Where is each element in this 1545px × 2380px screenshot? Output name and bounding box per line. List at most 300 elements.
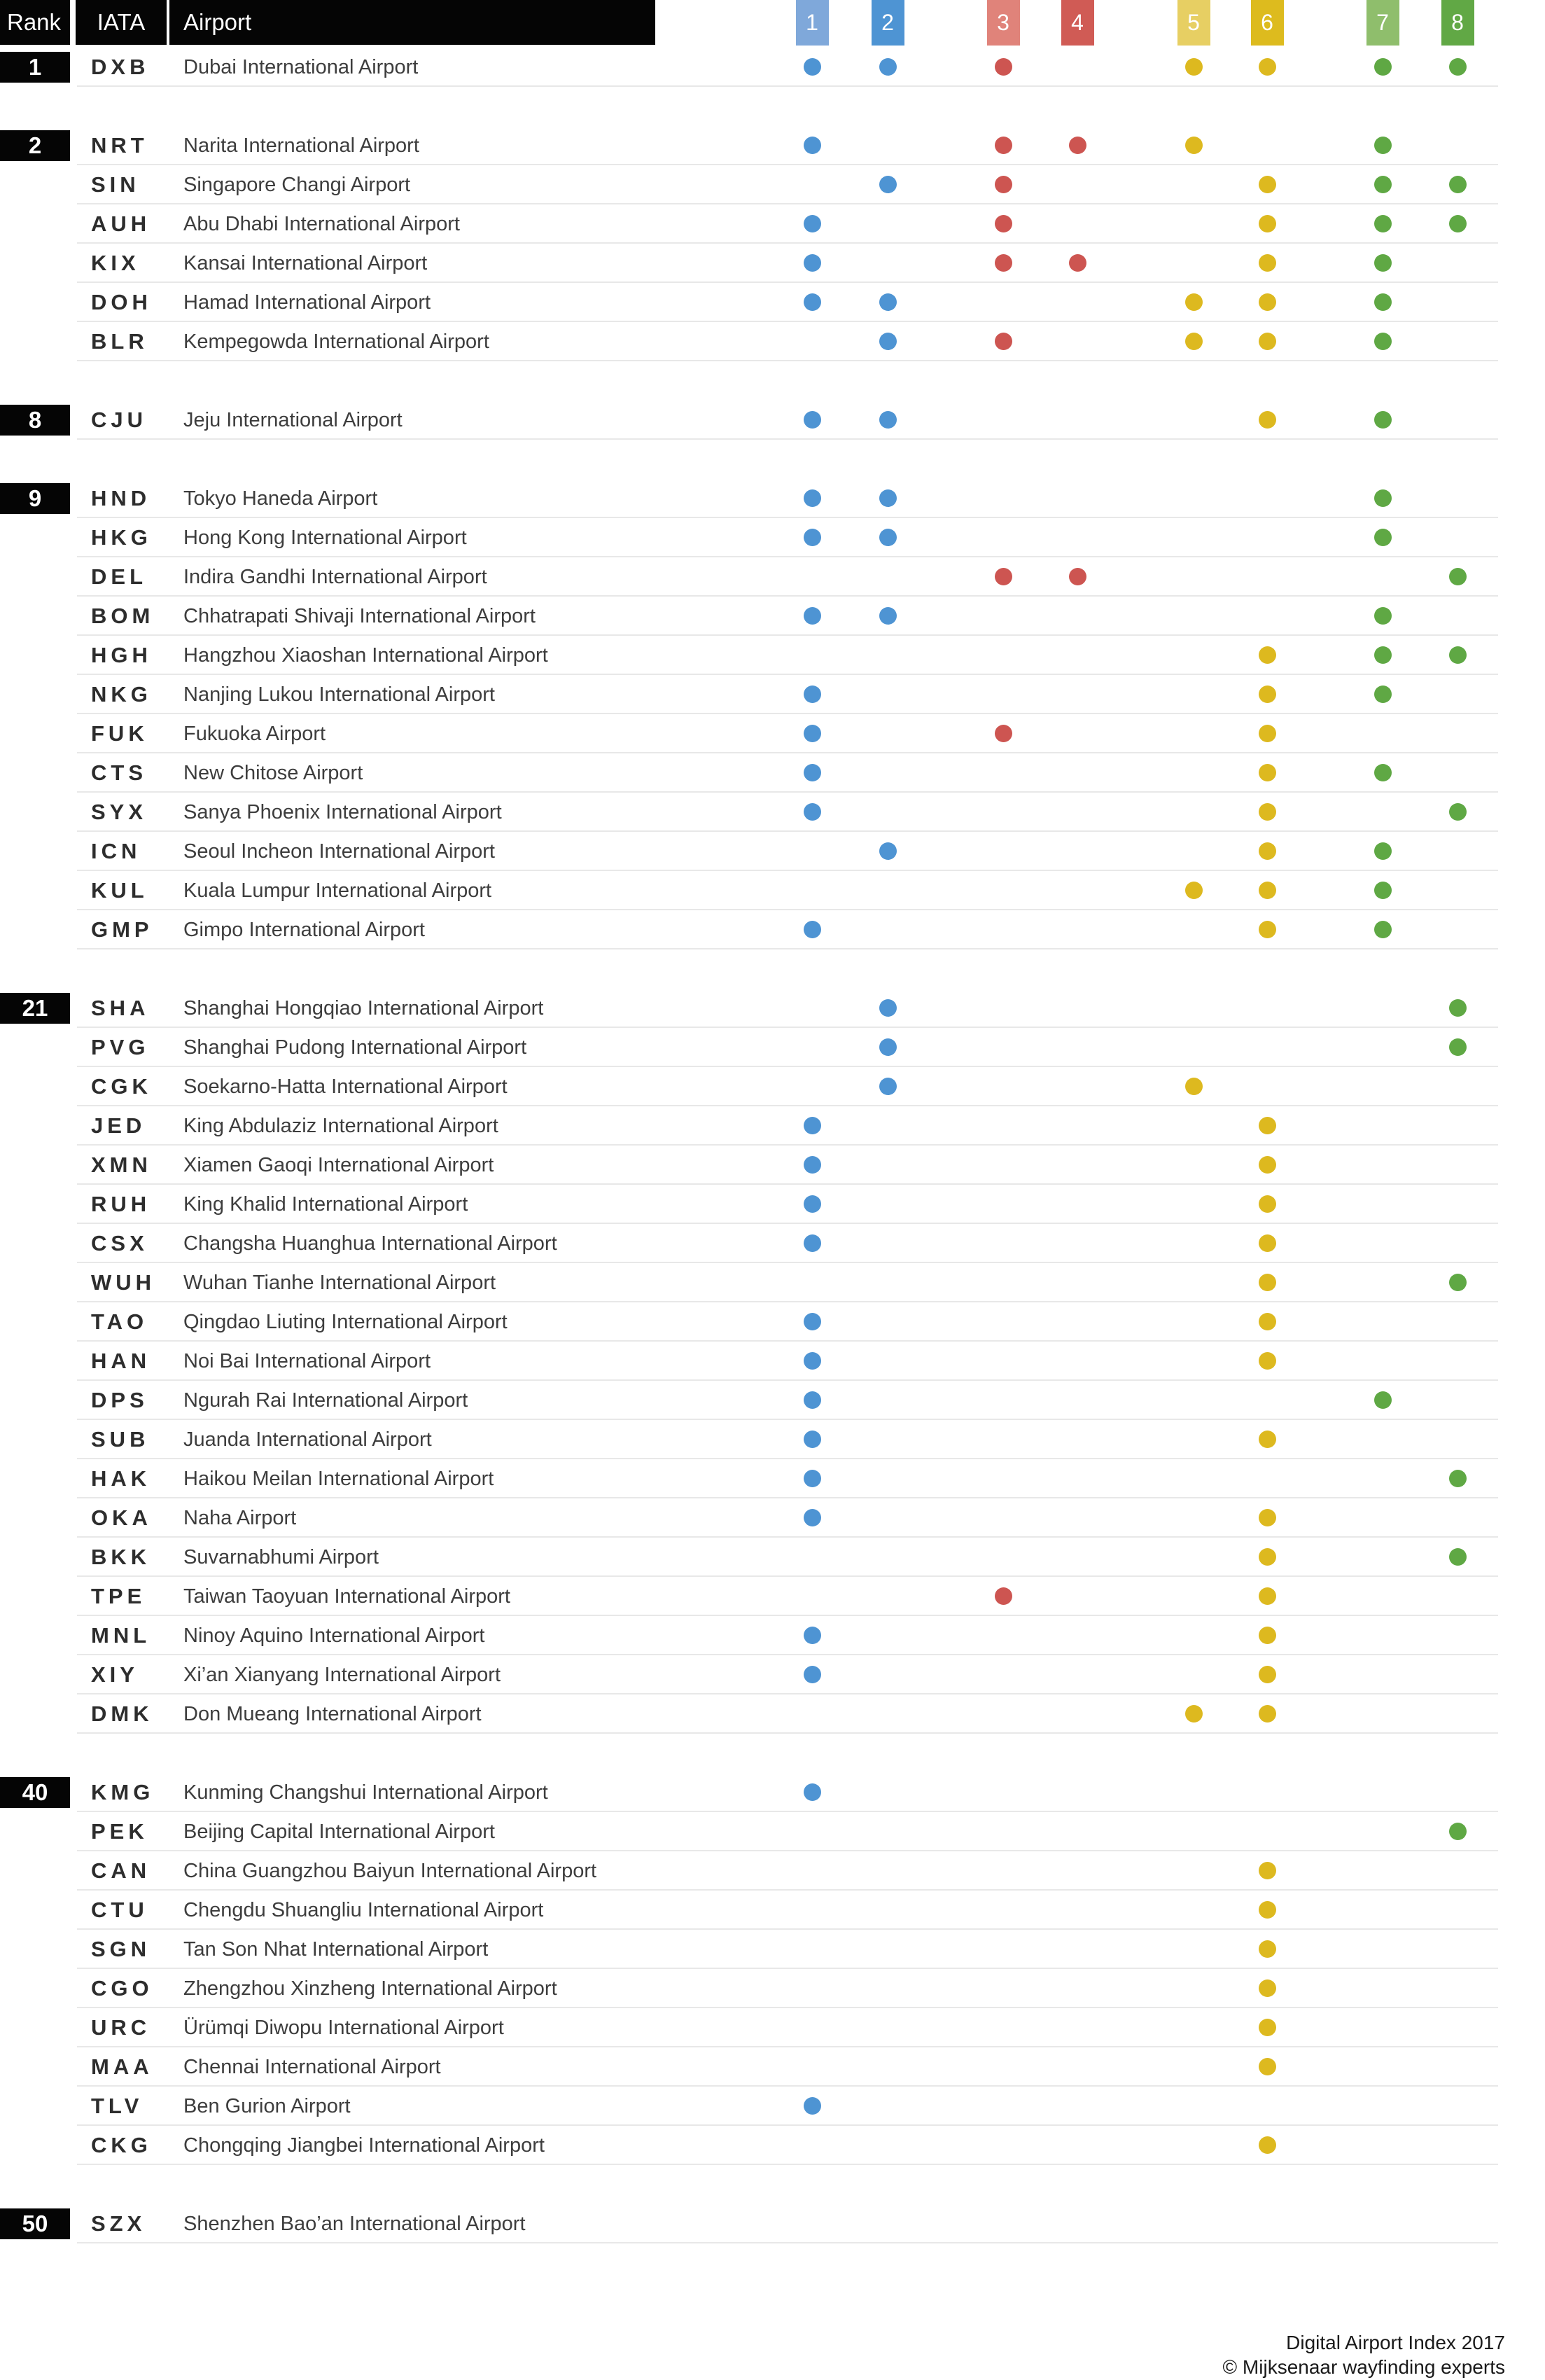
table-row bbox=[0, 871, 1545, 910]
table-row bbox=[0, 1891, 1545, 1930]
score-dot bbox=[804, 254, 821, 272]
airport-name: Shanghai Hongqiao International Airport bbox=[183, 997, 544, 1019]
table-row bbox=[0, 1616, 1545, 1655]
score-dot bbox=[804, 489, 821, 507]
table-row bbox=[0, 597, 1545, 636]
airport-name: Don Mueang International Airport bbox=[183, 1703, 482, 1725]
airport-name: Shanghai Pudong International Airport bbox=[183, 1036, 527, 1059]
score-column-header-6: 6 bbox=[1251, 0, 1284, 46]
footer-credit: © Mijksenaar wayfinding experts bbox=[1222, 2356, 1505, 2378]
airport-name: Naha Airport bbox=[183, 1507, 297, 1529]
score-dot bbox=[1259, 686, 1276, 703]
airport-name: Kuala Lumpur International Airport bbox=[183, 879, 492, 902]
score-dot bbox=[1259, 1313, 1276, 1330]
score-dot bbox=[1259, 725, 1276, 742]
table-row bbox=[0, 2047, 1545, 2087]
iata-code: DEL bbox=[91, 564, 147, 589]
score-dot bbox=[879, 58, 897, 76]
airport-name: Changsha Huanghua International Airport bbox=[183, 1232, 557, 1255]
score-dot bbox=[1185, 1078, 1203, 1095]
row-separator bbox=[77, 360, 1498, 361]
score-dot bbox=[1259, 1156, 1276, 1174]
airport-name: Suvarnabhumi Airport bbox=[183, 1546, 379, 1568]
airport-table-body bbox=[0, 48, 1545, 2243]
iata-code: HGH bbox=[91, 643, 152, 667]
score-dot bbox=[1259, 1117, 1276, 1134]
iata-code: TPE bbox=[91, 1584, 146, 1608]
table-row bbox=[0, 1459, 1545, 1498]
score-dot bbox=[804, 411, 821, 429]
rank-badge: 21 bbox=[0, 993, 70, 1024]
iata-code: NRT bbox=[91, 133, 148, 158]
score-dot bbox=[1259, 333, 1276, 350]
score-dot bbox=[1069, 254, 1086, 272]
airport-name: Ngurah Rai International Airport bbox=[183, 1389, 468, 1412]
score-dot bbox=[995, 725, 1012, 742]
rank-badge: 2 bbox=[0, 130, 70, 161]
score-dot bbox=[1259, 1274, 1276, 1291]
airport-name: Beijing Capital International Airport bbox=[183, 1821, 495, 1843]
iata-column-header: IATA bbox=[76, 0, 167, 45]
table-row bbox=[0, 2087, 1545, 2126]
table-row bbox=[0, 793, 1545, 832]
score-dot bbox=[804, 1783, 821, 1801]
score-dot bbox=[1185, 137, 1203, 154]
iata-code: MAA bbox=[91, 2054, 153, 2079]
score-dot bbox=[1449, 58, 1467, 76]
score-dot bbox=[1259, 1234, 1276, 1252]
score-dot bbox=[1259, 1940, 1276, 1958]
airport-name: Zhengzhou Xinzheng International Airport bbox=[183, 1977, 557, 2000]
iata-code: SUB bbox=[91, 1427, 150, 1452]
score-dot bbox=[804, 215, 821, 232]
score-dot bbox=[1449, 1823, 1467, 1840]
score-dot bbox=[995, 176, 1012, 193]
rank-badge: 9 bbox=[0, 483, 70, 514]
footer bbox=[1223, 2330, 1505, 2379]
table-row bbox=[0, 2126, 1545, 2165]
score-dot bbox=[804, 607, 821, 625]
airport-name: Xi’an Xianyang International Airport bbox=[183, 1664, 501, 1686]
score-dot bbox=[1259, 1627, 1276, 1644]
iata-code: KUL bbox=[91, 878, 148, 903]
score-dot bbox=[879, 1078, 897, 1095]
table-row bbox=[0, 2204, 1545, 2243]
score-dot bbox=[1259, 1548, 1276, 1566]
score-dot bbox=[804, 1666, 821, 1683]
score-dot bbox=[1259, 1705, 1276, 1723]
score-dot bbox=[1259, 1979, 1276, 1997]
table-row bbox=[0, 910, 1545, 949]
score-dot bbox=[1259, 882, 1276, 899]
footer-title: Digital Airport Index 2017 bbox=[1286, 2332, 1505, 2353]
score-dot bbox=[995, 254, 1012, 272]
score-dot bbox=[1374, 411, 1392, 429]
table-row bbox=[0, 1028, 1545, 1067]
iata-code: RUH bbox=[91, 1192, 151, 1216]
airport-name: Qingdao Liuting International Airport bbox=[183, 1311, 508, 1333]
airport-name: Gimpo International Airport bbox=[183, 919, 425, 941]
score-dot bbox=[1259, 1901, 1276, 1919]
score-dot bbox=[1374, 882, 1392, 899]
airport-name: Tan Son Nhat International Airport bbox=[183, 1938, 489, 1961]
table-row bbox=[0, 557, 1545, 597]
table-row bbox=[0, 165, 1545, 204]
score-dot bbox=[1259, 842, 1276, 860]
score-dot bbox=[879, 333, 897, 350]
score-dot bbox=[1185, 882, 1203, 899]
iata-code: CKG bbox=[91, 2133, 152, 2157]
score-dot bbox=[879, 529, 897, 546]
table-row bbox=[0, 2008, 1545, 2047]
score-dot bbox=[1374, 215, 1392, 232]
score-dot bbox=[804, 725, 821, 742]
iata-code: DXB bbox=[91, 55, 150, 79]
score-dot bbox=[1374, 58, 1392, 76]
table-row bbox=[0, 1302, 1545, 1342]
iata-code: CTU bbox=[91, 1898, 148, 1922]
score-dot bbox=[804, 686, 821, 703]
iata-code: OKA bbox=[91, 1505, 152, 1530]
score-dot bbox=[804, 1313, 821, 1330]
rank-badge: 40 bbox=[0, 1777, 70, 1808]
iata-code: WUH bbox=[91, 1270, 156, 1295]
iata-code: XIY bbox=[91, 1662, 139, 1687]
score-dot bbox=[1374, 293, 1392, 311]
score-column-header-7: 7 bbox=[1366, 0, 1399, 46]
iata-code: ICN bbox=[91, 839, 141, 863]
table-row bbox=[0, 244, 1545, 283]
score-dot bbox=[1374, 842, 1392, 860]
airport-name: Kansai International Airport bbox=[183, 252, 428, 274]
score-dot bbox=[1259, 254, 1276, 272]
airport-name: Soekarno-Hatta International Airport bbox=[183, 1076, 508, 1098]
score-dot bbox=[1449, 1548, 1467, 1566]
airport-name: Haikou Meilan International Airport bbox=[183, 1468, 494, 1490]
score-dot bbox=[1259, 1587, 1276, 1605]
airport-name: Tokyo Haneda Airport bbox=[183, 487, 378, 510]
rank-column-header: Rank bbox=[0, 0, 70, 45]
iata-code: FUK bbox=[91, 721, 148, 746]
iata-code: BOM bbox=[91, 604, 155, 628]
score-dot bbox=[804, 803, 821, 821]
iata-code: NKG bbox=[91, 682, 152, 707]
score-dot bbox=[1374, 333, 1392, 350]
airport-name: Juanda International Airport bbox=[183, 1428, 432, 1451]
iata-code: HAN bbox=[91, 1349, 151, 1373]
score-dot bbox=[1374, 137, 1392, 154]
iata-code: URC bbox=[91, 2015, 151, 2040]
table-row bbox=[0, 1577, 1545, 1616]
row-separator bbox=[77, 948, 1498, 949]
table-row bbox=[0, 518, 1545, 557]
airport-name: Ninoy Aquino International Airport bbox=[183, 1624, 485, 1647]
score-dot bbox=[804, 1156, 821, 1174]
group-gap bbox=[0, 1734, 1545, 1773]
score-dot bbox=[995, 568, 1012, 585]
score-dot bbox=[995, 58, 1012, 76]
airport-name: Fukuoka Airport bbox=[183, 723, 326, 745]
score-dot bbox=[804, 1117, 821, 1134]
score-column-header-5: 5 bbox=[1177, 0, 1210, 46]
score-dot bbox=[804, 1627, 821, 1644]
iata-code: DOH bbox=[91, 290, 152, 314]
table-row bbox=[0, 1342, 1545, 1381]
table-row bbox=[0, 1146, 1545, 1185]
score-dot bbox=[1449, 803, 1467, 821]
score-dot bbox=[1259, 215, 1276, 232]
score-dot bbox=[804, 58, 821, 76]
score-dot bbox=[1259, 2136, 1276, 2154]
score-dot bbox=[1374, 686, 1392, 703]
score-dot bbox=[804, 1195, 821, 1213]
table-row bbox=[0, 48, 1545, 87]
row-separator bbox=[77, 2164, 1498, 2165]
score-dot bbox=[995, 333, 1012, 350]
iata-code: DMK bbox=[91, 1702, 153, 1726]
score-dot bbox=[1449, 176, 1467, 193]
score-column-header-2: 2 bbox=[872, 0, 904, 46]
airport-name: Nanjing Lukou International Airport bbox=[183, 683, 495, 706]
group-gap bbox=[0, 949, 1545, 989]
score-dot bbox=[1185, 58, 1203, 76]
score-column-header-1: 1 bbox=[796, 0, 829, 46]
score-dot bbox=[1259, 2058, 1276, 2075]
table-row bbox=[0, 1263, 1545, 1302]
row-separator bbox=[77, 438, 1498, 440]
row-separator bbox=[77, 1732, 1498, 1734]
score-dot bbox=[1449, 646, 1467, 664]
airport-name: King Khalid International Airport bbox=[183, 1193, 468, 1216]
airport-name: Dubai International Airport bbox=[183, 56, 419, 78]
table-row bbox=[0, 675, 1545, 714]
table-row bbox=[0, 1851, 1545, 1891]
score-dot bbox=[1374, 489, 1392, 507]
score-dot bbox=[1185, 293, 1203, 311]
group-gap bbox=[0, 361, 1545, 401]
airport-name: Chhatrapati Shivaji International Airport bbox=[183, 605, 536, 627]
score-column-header-3: 3 bbox=[987, 0, 1020, 46]
score-dot bbox=[1259, 1352, 1276, 1370]
iata-code: XMN bbox=[91, 1153, 152, 1177]
iata-code: HAK bbox=[91, 1466, 151, 1491]
iata-code: SZX bbox=[91, 2211, 146, 2236]
iata-code: TAO bbox=[91, 1309, 148, 1334]
score-dot bbox=[879, 1038, 897, 1056]
iata-code: HND bbox=[91, 486, 151, 510]
score-dot bbox=[804, 1352, 821, 1370]
airport-name: Hamad International Airport bbox=[183, 291, 431, 314]
score-dot bbox=[879, 176, 897, 193]
airport-name: Hangzhou Xiaoshan International Airport bbox=[183, 644, 548, 667]
table-row bbox=[0, 401, 1545, 440]
score-dot bbox=[1374, 254, 1392, 272]
airport-name: Chengdu Shuangliu International Airport bbox=[183, 1899, 544, 1921]
table-row bbox=[0, 1381, 1545, 1420]
score-dot bbox=[879, 411, 897, 429]
iata-code: KMG bbox=[91, 1780, 155, 1804]
score-dot bbox=[879, 489, 897, 507]
score-dot bbox=[1259, 1509, 1276, 1526]
airport-name: Kempegowda International Airport bbox=[183, 330, 489, 353]
score-dot bbox=[1069, 137, 1086, 154]
table-row bbox=[0, 989, 1545, 1028]
airport-name: Jeju International Airport bbox=[183, 409, 403, 431]
table-row bbox=[0, 479, 1545, 518]
score-dot bbox=[1259, 764, 1276, 781]
score-dot bbox=[995, 215, 1012, 232]
airport-name: Wuhan Tianhe International Airport bbox=[183, 1272, 496, 1294]
score-dot bbox=[804, 1234, 821, 1252]
iata-code: BLR bbox=[91, 329, 148, 354]
score-dot bbox=[879, 607, 897, 625]
score-dot bbox=[1185, 1705, 1203, 1723]
table-row bbox=[0, 1930, 1545, 1969]
score-dot bbox=[804, 1509, 821, 1526]
score-dot bbox=[1259, 803, 1276, 821]
iata-code: PEK bbox=[91, 1819, 148, 1844]
score-dot bbox=[1374, 764, 1392, 781]
table-row bbox=[0, 636, 1545, 675]
airport-name: Abu Dhabi International Airport bbox=[183, 213, 460, 235]
score-dot bbox=[879, 842, 897, 860]
score-dot bbox=[1259, 176, 1276, 193]
score-dot bbox=[804, 529, 821, 546]
table-row bbox=[0, 753, 1545, 793]
table-row bbox=[0, 1538, 1545, 1577]
score-dot bbox=[1259, 1431, 1276, 1448]
airport-name: Sanya Phoenix International Airport bbox=[183, 801, 502, 823]
rank-badge: 50 bbox=[0, 2208, 70, 2239]
score-dot bbox=[1259, 58, 1276, 76]
score-dot bbox=[879, 999, 897, 1017]
score-dot bbox=[1185, 333, 1203, 350]
score-dot bbox=[1259, 1195, 1276, 1213]
score-dot bbox=[1259, 1666, 1276, 1683]
rank-badge: 8 bbox=[0, 405, 70, 436]
airport-name: Taiwan Taoyuan International Airport bbox=[183, 1585, 510, 1608]
score-column-header-8: 8 bbox=[1441, 0, 1474, 46]
table-row bbox=[0, 1224, 1545, 1263]
iata-code: CTS bbox=[91, 760, 147, 785]
airport-name: Xiamen Gaoqi International Airport bbox=[183, 1154, 494, 1176]
iata-code: TLV bbox=[91, 2094, 144, 2118]
score-dot bbox=[1449, 215, 1467, 232]
airport-name: Singapore Changi Airport bbox=[183, 174, 411, 196]
score-dot bbox=[804, 2097, 821, 2115]
iata-code: KIX bbox=[91, 251, 140, 275]
airport-name: Shenzhen Bao’an International Airport bbox=[183, 2213, 526, 2235]
iata-code: MNL bbox=[91, 1623, 151, 1648]
airport-name: Ben Gurion Airport bbox=[183, 2095, 351, 2117]
iata-code: SGN bbox=[91, 1937, 151, 1961]
table-row bbox=[0, 1969, 1545, 2008]
table-row bbox=[0, 322, 1545, 361]
score-dot bbox=[1374, 176, 1392, 193]
airport-name: Narita International Airport bbox=[183, 134, 419, 157]
airport-name: Ürümqi Diwopu International Airport bbox=[183, 2017, 504, 2039]
iata-code: SYX bbox=[91, 800, 148, 824]
table-row bbox=[0, 1185, 1545, 1224]
airport-name: New Chitose Airport bbox=[183, 762, 363, 784]
iata-code: PVG bbox=[91, 1035, 150, 1059]
airport-name: Noi Bai International Airport bbox=[183, 1350, 431, 1372]
airport-column-header: Airport bbox=[169, 0, 655, 45]
airport-name: Indira Gandhi International Airport bbox=[183, 566, 487, 588]
score-dot bbox=[1449, 999, 1467, 1017]
airport-name: King Abdulaziz International Airport bbox=[183, 1115, 498, 1137]
score-dot bbox=[804, 764, 821, 781]
iata-code: SHA bbox=[91, 996, 150, 1020]
iata-code: CSX bbox=[91, 1231, 148, 1255]
score-dot bbox=[1259, 1862, 1276, 1879]
table-row bbox=[0, 1106, 1545, 1146]
score-dot bbox=[879, 293, 897, 311]
airport-name: Hong Kong International Airport bbox=[183, 527, 467, 549]
iata-code: AUH bbox=[91, 211, 151, 236]
table-row bbox=[0, 1773, 1545, 1812]
table-row bbox=[0, 1498, 1545, 1538]
group-gap bbox=[0, 2165, 1545, 2204]
score-column-header-4: 4 bbox=[1061, 0, 1094, 46]
score-dot bbox=[1374, 529, 1392, 546]
score-dot bbox=[1449, 1470, 1467, 1487]
score-dot bbox=[804, 1470, 821, 1487]
score-dot bbox=[804, 137, 821, 154]
table-row bbox=[0, 283, 1545, 322]
score-dot bbox=[1259, 293, 1276, 311]
iata-code: DPS bbox=[91, 1388, 148, 1412]
score-dot bbox=[804, 1391, 821, 1409]
score-dot bbox=[804, 921, 821, 938]
table-row bbox=[0, 1694, 1545, 1734]
score-dot bbox=[1259, 411, 1276, 429]
iata-code: GMP bbox=[91, 917, 153, 942]
airport-name: Chongqing Jiangbei International Airport bbox=[183, 2134, 545, 2157]
score-dot bbox=[1374, 1391, 1392, 1409]
score-dot bbox=[804, 293, 821, 311]
score-dot bbox=[1374, 921, 1392, 938]
airport-name: China Guangzhou Baiyun International Airport bbox=[183, 1860, 597, 1882]
iata-code: CJU bbox=[91, 408, 148, 432]
table-row bbox=[0, 1420, 1545, 1459]
score-dot bbox=[1449, 1038, 1467, 1056]
score-dot bbox=[1069, 568, 1086, 585]
score-dot bbox=[1259, 646, 1276, 664]
score-dot bbox=[1449, 568, 1467, 585]
score-dot bbox=[804, 1431, 821, 1448]
iata-code: BKK bbox=[91, 1545, 151, 1569]
score-dot bbox=[1374, 607, 1392, 625]
row-separator bbox=[77, 85, 1498, 87]
table-row bbox=[0, 126, 1545, 165]
table-row bbox=[0, 714, 1545, 753]
row-separator bbox=[77, 2242, 1498, 2243]
table-row bbox=[0, 1655, 1545, 1694]
airport-name: Kunming Changshui International Airport bbox=[183, 1781, 548, 1804]
iata-code: CGK bbox=[91, 1074, 152, 1099]
iata-code: CAN bbox=[91, 1858, 151, 1883]
group-gap bbox=[0, 440, 1545, 479]
score-dot bbox=[1259, 2019, 1276, 2036]
rank-badge: 1 bbox=[0, 52, 70, 83]
table-row bbox=[0, 1067, 1545, 1106]
score-dot bbox=[1259, 921, 1276, 938]
score-dot bbox=[995, 1587, 1012, 1605]
group-gap bbox=[0, 87, 1545, 126]
table-row bbox=[0, 204, 1545, 244]
score-dot bbox=[1374, 646, 1392, 664]
